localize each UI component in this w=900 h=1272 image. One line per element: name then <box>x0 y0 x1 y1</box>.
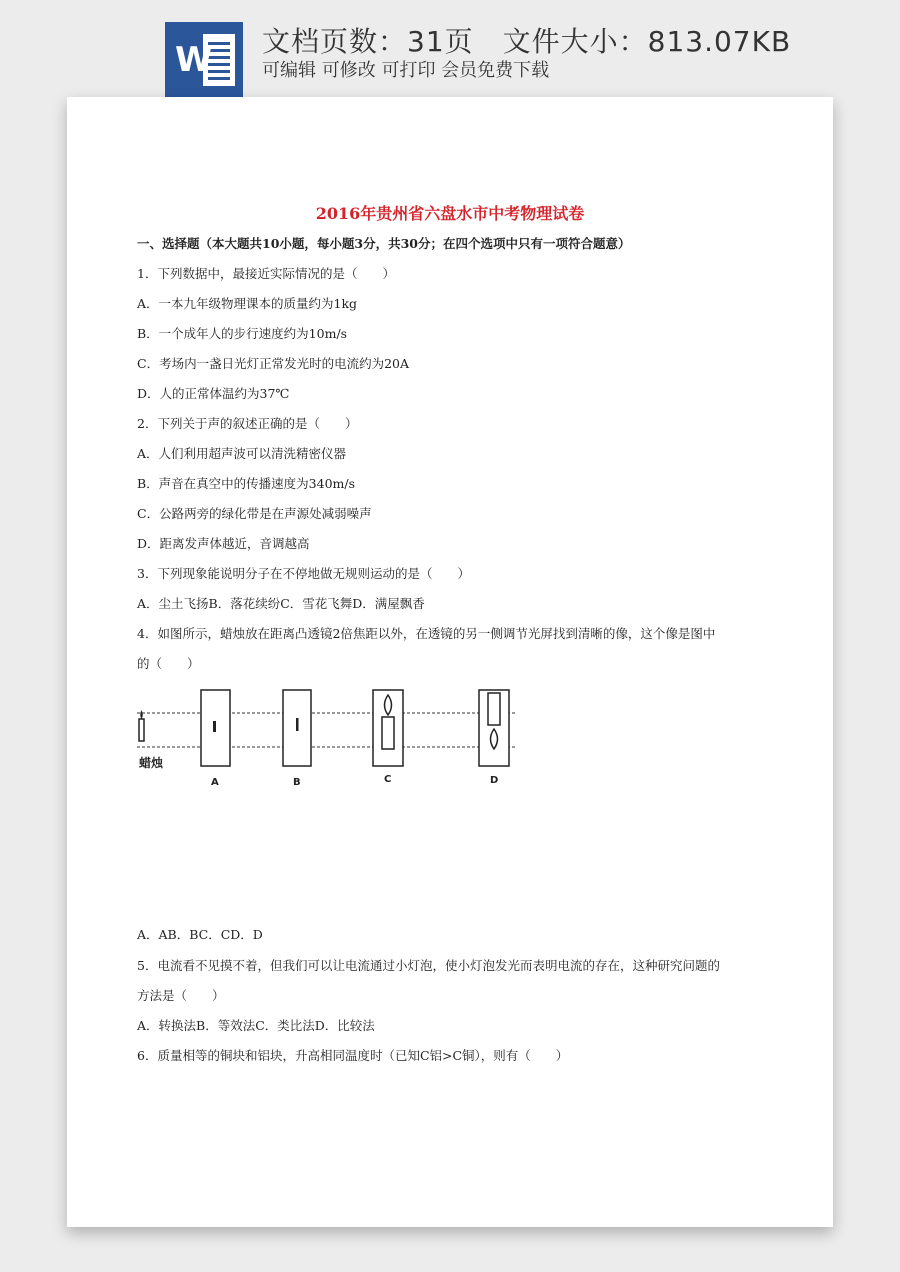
question-1: 1．下列数据中，最接近实际情况的是（ ） <box>137 266 395 281</box>
question-5-continued: 方法是（ ） <box>137 988 225 1003</box>
word-document-icon <box>165 22 243 98</box>
image-option-b <box>283 690 311 788</box>
figure-label-d: D <box>490 775 499 786</box>
file-info-subtitle: 可编辑 可修改 可打印 会员免费下载 <box>262 60 550 81</box>
question-4: 4．如图所示，蜡烛放在距离凸透镜2倍焦距以外，在透镜的另一侧调节光屏找到清晰的像，这个像是图中 <box>137 626 716 641</box>
candle-icon <box>139 710 144 741</box>
question-2: 2．下列关于声的叙述正确的是（ ） <box>137 416 358 431</box>
option-1d: D．人的正常体温约为37℃ <box>137 386 290 401</box>
header <box>0 0 900 100</box>
candle-label: 蜡烛 <box>139 756 164 770</box>
question-5: 5．电流看不见摸不着，但我们可以让电流通过小灯泡，使小灯泡发光而表明电流的存在，这种研究问题的 <box>137 958 720 973</box>
figure-label-a: A <box>211 777 219 788</box>
option-1b: B．一个成年人的步行速度约为10m/s <box>137 326 348 341</box>
word-icon-letter: W <box>175 40 213 80</box>
option-1a: A．一本九年级物理课本的质量约为1kg <box>137 296 358 311</box>
figure-label-c: C <box>384 774 392 785</box>
option-2c: C．公路两旁的绿化带是在声源处减弱噪声 <box>137 506 372 521</box>
question-6: 6．质量相等的铜块和铝块，升高相同温度时（已知C铝>C铜），则有（ ） <box>137 1048 569 1063</box>
document-page <box>67 97 833 1227</box>
figure-label-b: B <box>293 777 301 788</box>
file-info-title: 文档页数：31页 文件大小：813.07KB <box>262 25 792 58</box>
options-5: A．转换法B．等效法C．类比法D．比较法 <box>137 1018 375 1033</box>
options-4: A．AB．BC．CD．D <box>137 927 263 942</box>
option-1c: C．考场内一盏日光灯正常发光时的电流约为20A <box>137 356 409 371</box>
image-option-c <box>373 690 403 785</box>
question-3: 3．下列现象能说明分子在不停地做无规则运动的是（ ） <box>137 566 470 581</box>
option-2b: B．声音在真空中的传播速度为340m/s <box>137 476 356 491</box>
question-4-continued: 的（ ） <box>137 656 200 671</box>
section-heading: 一、选择题（本大题共10小题，每小题3分，共30分；在四个选项中只有一项符合题意） <box>137 236 631 251</box>
document-title: 2016年贵州省六盘水市中考物理试卷 <box>315 204 585 223</box>
option-2a: A．人们利用超声波可以清洗精密仪器 <box>137 446 347 461</box>
image-option-d <box>479 690 509 786</box>
candle-lens-figure <box>137 685 522 793</box>
image-option-a <box>201 690 230 788</box>
options-3: A．尘土飞扬B．落花续纷C．雪花飞舞D．满屋飘香 <box>137 596 425 611</box>
option-2d: D．距离发声体越近，音调越高 <box>137 536 310 551</box>
